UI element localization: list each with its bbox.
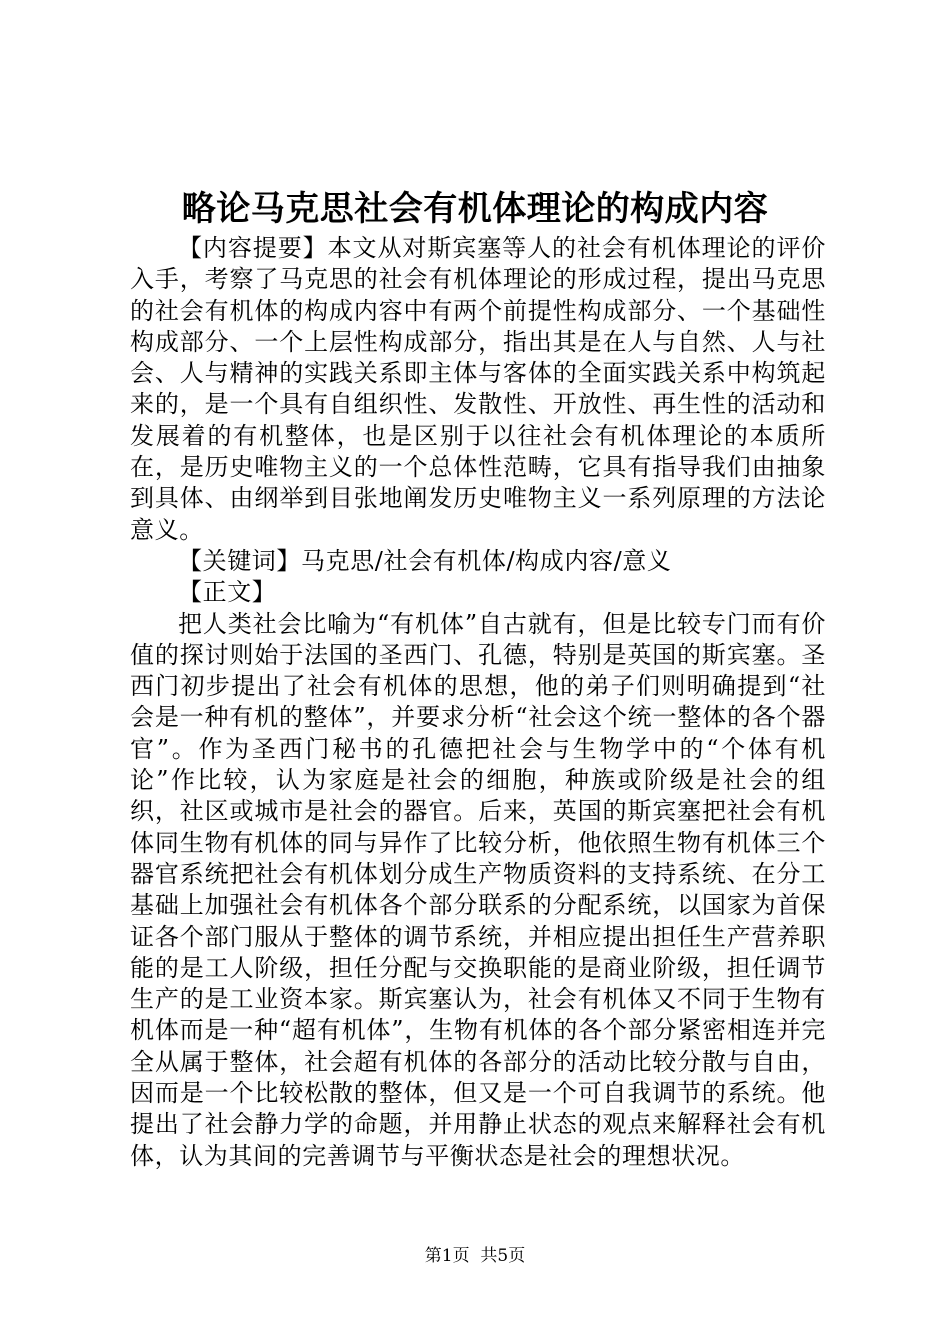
abstract-paragraph: 【内容提要】本文从对斯宾塞等人的社会有机体理论的评价入手，考察了马克思的社会有机体理论的形成过程，提出马克思的社会有机体的构成内容中有两个前提性构成部分、一个基础性构成部分、一个上层性构成部分，指出其是在人与自然、人与社会、人与精神的实践关系即主体与客体的全面实践关系中构筑起来的，是一个具有自组织性、发散性、开放性、再生性的活动和发展着的有机整体，也是区别于以往社会有机体理论的本质所在，是历史唯物主义的一个总体性范畴，它具有指导我们由抽象到具体、由纲举到目张地阐发历史唯物主义一系列原理的方法论意义。	[130, 234, 826, 544]
document-title: 略论马克思社会有机体理论的构成内容	[181, 189, 769, 229]
page-footer: 第1页 共5页	[424, 1246, 526, 1266]
document-content	[130, 233, 826, 1172]
keywords-paragraph: 【关键词】马克思/社会有机体/构成内容/意义	[178, 546, 672, 575]
body-paragraph: 把人类社会比喻为“有机体”自古就有，但是比较专门而有价值的探讨则始于法国的圣西门、孔德，特别是英国的斯宾塞。圣西门初步提出了社会有机体的思想，他的弟子们则明确提到“社会是一种有机的整体”，并要求分析“社会这个统一整体的各个器官”。作为圣西门秘书的孔德把社会与生物学中的“个体有机论”作比较，认为家庭是社会的细胞，种族或阶级是社会的组织，社区或城市是社会的器官。后来，英国的斯宾塞把社会有机体同生物有机体的同与异作了比较分析，他依照生物有机体三个器官系统把社会有机体划分成生产物质资料的支持系统、在分工基础上加强社会有机体各个部分联系的分配系统，以国家为首保证各个部门服从于整体的调节系统，并相应提出担任生产营养职能的是工人阶级，担任分配与交换职能的是商业阶级，担任调节生产的是工业资本家。斯宾塞认为，社会有机体又不同于生物有机体而是一种“超有机体”，生物有机体的各个部分紧密相连并完全从属于整体，社会超有机体的各部分的活动比较分散与自由，因而是一个比较松散的整体，但又是一个可自我调节的系统。他提出了社会静力学的命题，并用静止状态的观点来解释社会有机体，认为其间的完善调节与平衡状态是社会的理想状况。	[130, 609, 826, 1170]
body-heading: 【正文】	[178, 578, 277, 607]
